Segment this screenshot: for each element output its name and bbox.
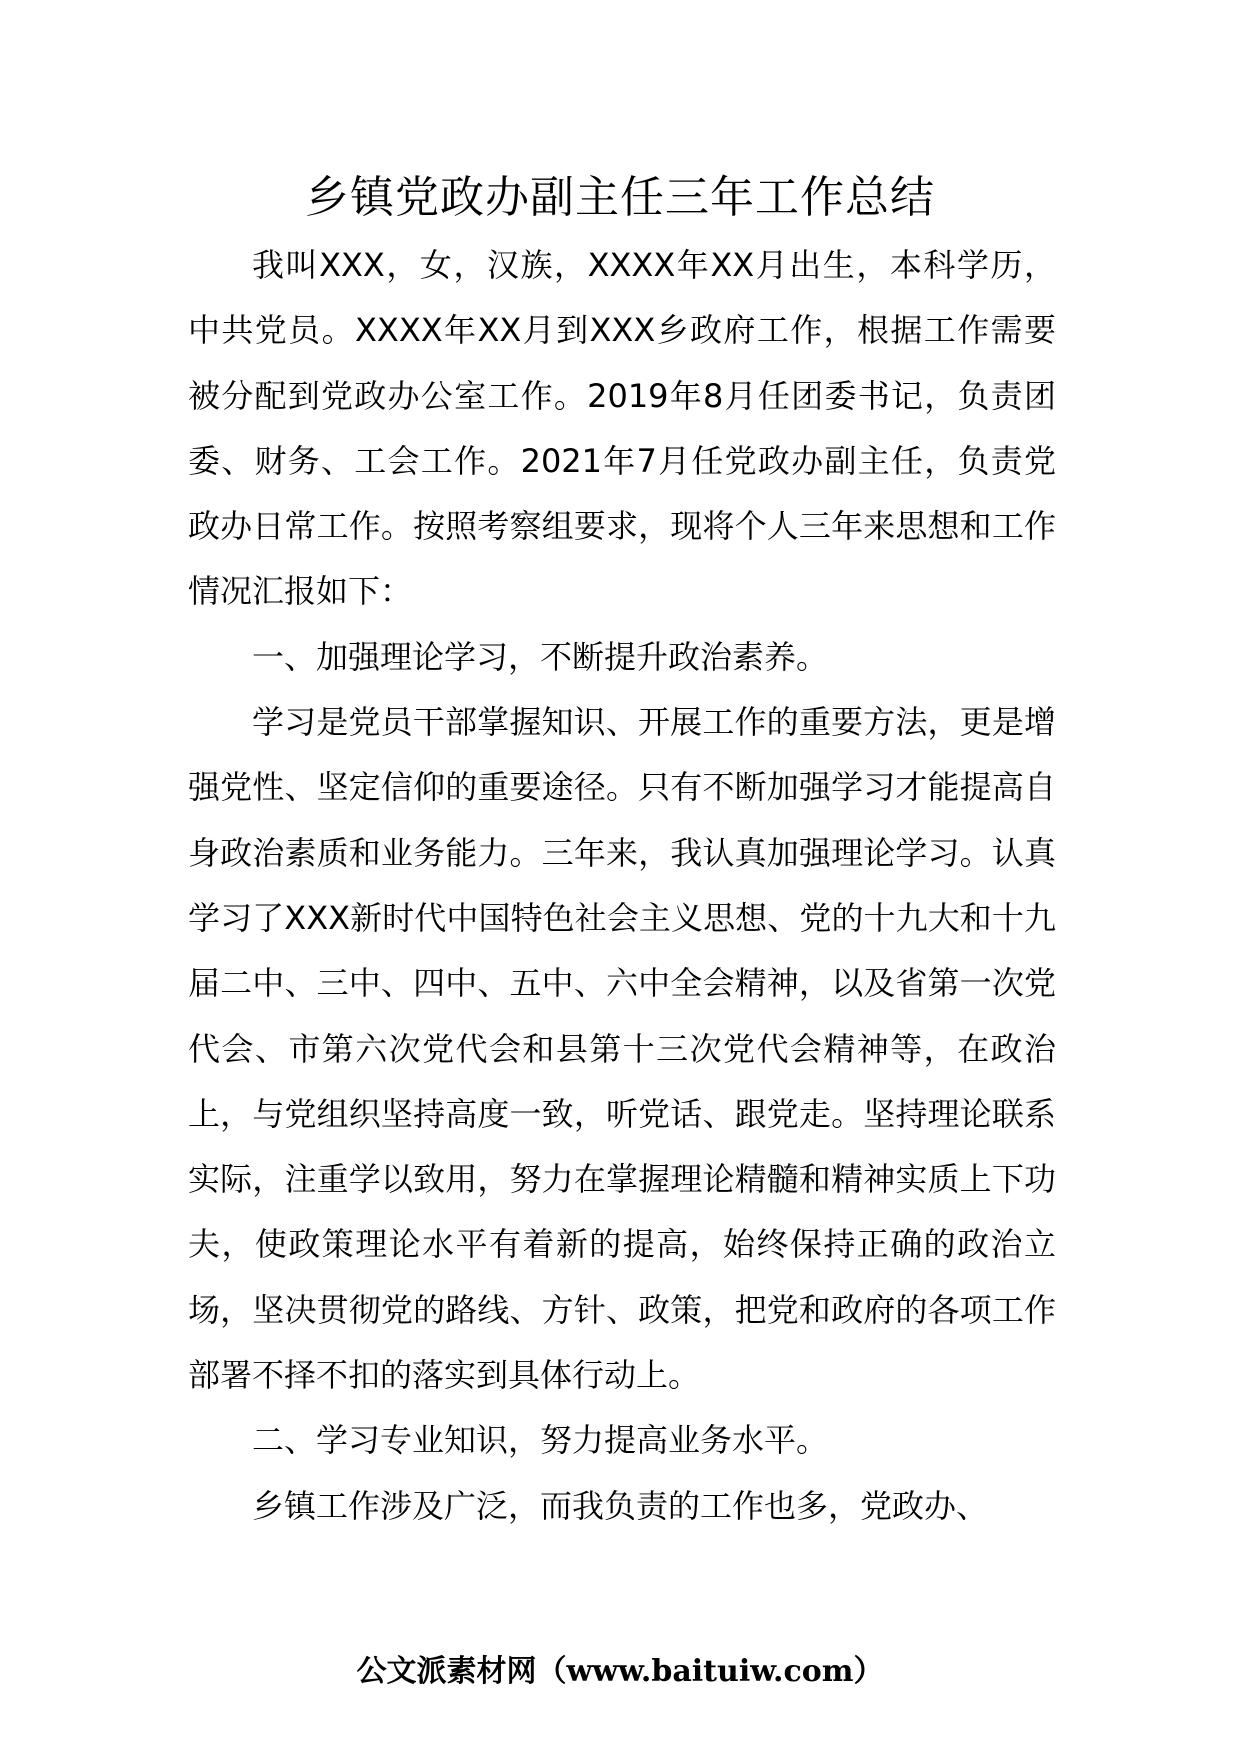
section-2-paragraph: 乡镇工作涉及广泛，而我负责的工作也多，党政办、 bbox=[252, 1486, 989, 1525]
section-1-paragraph: 学习是党员干部掌握知识、开展工作的重要方法，更是增强党性、坚定信仰的重要途径。只有不断加强学习才能提高自身政治素质和业务能力。三年来，我认真加强理论学习。认真学习了XXX新时代中国特色社会主义思想、党的十九大和十九届二中、三中、四中、五中、六中全会精神，以及省第一次党代会、市第六次党代会和县第十三次党代会精神等，在政治上，与党组织坚持高度一致，听党话、跟党走。坚持理论联系实际，注重学以致用，努力在掌握理论精髓和精神实质上下功夫，使政策理论水平有着新的提高，始终保持正确的政治立场，坚决贯彻党的路线、方针、政策，把党和政府的各项工作部署不择不扣的落实到具体行动上。 bbox=[188, 703, 1056, 1395]
document-body bbox=[188, 233, 1056, 1539]
document-title: 乡镇党政办副主任三年工作总结 bbox=[305, 172, 935, 223]
section-heading-1: 一、加强理论学习，不断提升政治素养。 bbox=[252, 637, 829, 676]
intro-paragraph: 我叫XXX，女，汉族，XXXX年XX月出生，本科学历，中共党员。XXXX年XX月到XXX乡政府工作，根据工作需要被分配到党政办公室工作。2019年8月任团委书记，负责团委、财务、工会工作。2021年7月任党政办副主任，负责党政办日常工作。按照考察组要求，现将个人三年来思想和工作情况汇报如下： bbox=[188, 246, 1056, 611]
footer-watermark-text: 公文派素材网（www.baituiw.com） bbox=[356, 1654, 884, 1689]
section-heading-2: 二、学习专业知识，努力提高业务水平。 bbox=[252, 1421, 829, 1460]
